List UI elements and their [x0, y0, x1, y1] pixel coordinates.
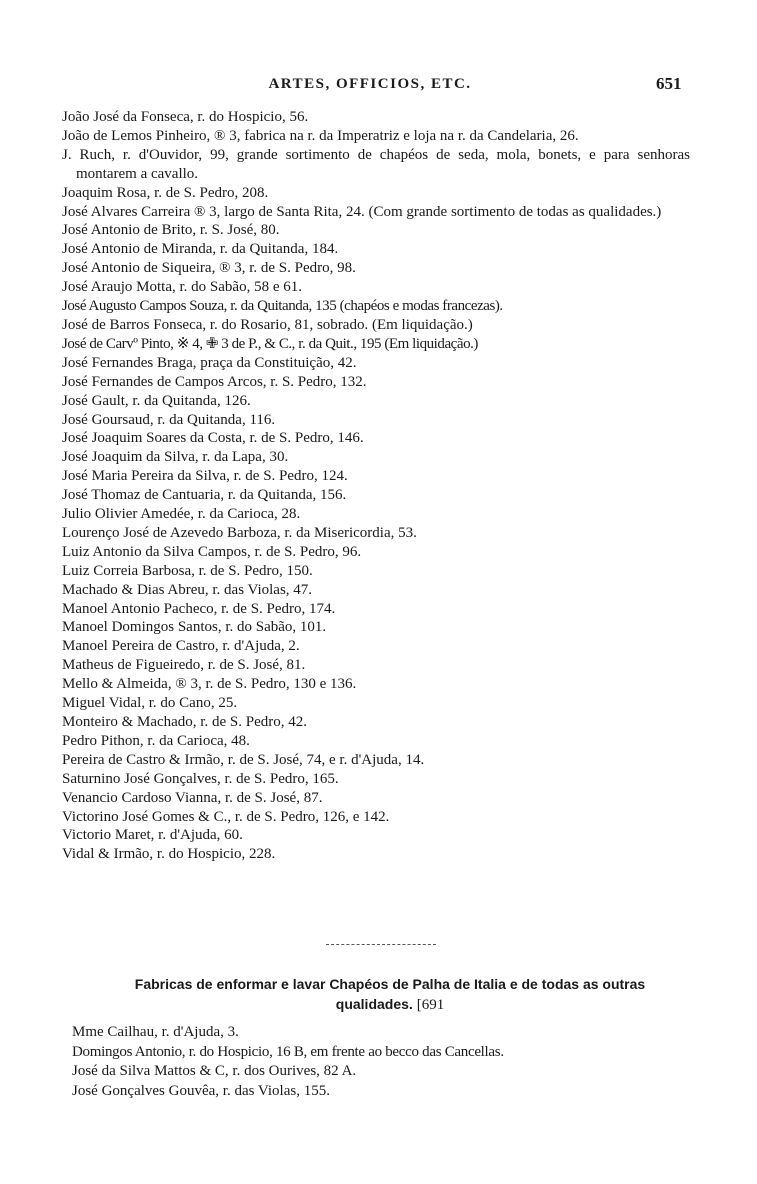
directory-entry: Lourenço José de Azevedo Barboza, r. da Misericordia, 53. — [62, 524, 417, 541]
directory-entry: José Fernandes Braga, praça da Constituição, 42. — [62, 354, 357, 371]
directory-entry: José Antonio de Miranda, r. da Quitanda, 184. — [62, 241, 339, 258]
directory-entry: José Antonio de Siqueira, ® 3, r. de S. Pedro, 98. — [62, 260, 356, 277]
directory-entry: Manoel Domingos Santos, r. do Sabão, 101. — [62, 619, 327, 636]
directory-entry: José Antonio de Brito, r. S. José, 80. — [62, 222, 280, 239]
directory-entry: Venancio Cardoso Vianna, r. de S. José, 87. — [62, 789, 323, 806]
directory-entry: Monteiro & Machado, r. de S. Pedro, 42. — [62, 714, 307, 730]
directory-entry: Luiz Antonio da Silva Campos, r. de S. Pedro, 96. — [62, 543, 362, 560]
section-reference: [691 — [416, 997, 445, 1013]
directory-entry: Matheus de Figueiredo, r. de S. José, 81. — [62, 657, 306, 674]
section-entry: José Gonçalves Gouvêa, r. das Violas, 155. — [72, 1082, 330, 1099]
directory-entry: José de Barros Fonseca, r. do Rosario, 81, sobrado. (Em liquidação.) — [62, 316, 473, 333]
directory-entry: José de Carvº Pinto, ※ 4, ✙ 3 de P., & C., r. da Quit., 195 (Em liquidação.) — [62, 335, 478, 352]
section-entry: José da Silva Mattos & C, r. dos Ourives, 82 A. — [72, 1063, 357, 1079]
directory-entry: Luiz Correia Barbosa, r. de S. Pedro, 150. — [62, 562, 313, 579]
directory-entry: José Goursaud, r. da Quitanda, 116. — [62, 411, 276, 428]
directory-entry: Machado & Dias Abreu, r. das Violas, 47. — [62, 581, 313, 598]
directory-entry: João José da Fonseca, r. do Hospicio, 56. — [62, 109, 309, 125]
directory-entry: Miguel Vidal, r. do Cano, 25. — [62, 695, 238, 712]
directory-entry: Vidal & Irmão, r. do Hospicio, 228. — [62, 846, 276, 863]
directory-entry: Pedro Pithon, r. da Carioca, 48. — [62, 732, 250, 749]
directory-entry: Saturnino José Gonçalves, r. de S. Pedro, 165. — [62, 770, 339, 787]
directory-entry: Joaquim Rosa, r. de S. Pedro, 208. — [62, 184, 269, 201]
directory-entry: José Araujo Motta, r. do Sabão, 58 e 61. — [62, 279, 302, 296]
section-entry: Domingos Antonio, r. do Hospicio, 16 B, em frente ao becco das Cancellas. — [72, 1043, 504, 1060]
directory-listing — [62, 108, 690, 864]
directory-entry: Victorio Maret, r. d'Ajuda, 60. — [62, 827, 243, 844]
directory-entry: José Alvares Carreira ® 3, largo de Santa Rita, 24. (Com grande sortimento de todas as qualidades.) — [62, 203, 662, 220]
directory-entry: Manoel Antonio Pacheco, r. de S. Pedro, 174. — [62, 600, 336, 617]
directory-entry: João de Lemos Pinheiro, ® 3, fabrica na r. da Imperatriz e loja na r. da Candelaria, 26. — [62, 127, 579, 144]
section-divider — [326, 944, 436, 945]
section-heading — [100, 974, 680, 1015]
directory-entry: Julio Olivier Amedée, r. da Carioca, 28. — [62, 506, 301, 523]
page-number: 651 — [656, 74, 682, 93]
section-heading-text: Fabricas de enformar e lavar Chapéos de Palha de Italia e de todas as outras qualidades. — [134, 976, 646, 1012]
running-title: ARTES, OFFICIOS, ETC. — [268, 76, 472, 92]
directory-entry: Mello & Almeida, ® 3, r. de S. Pedro, 130 e 136. — [62, 676, 357, 693]
section-entry: Mme Cailhau, r. d'Ajuda, 3. — [72, 1024, 239, 1040]
section-listing — [72, 1023, 692, 1101]
directory-entry: José Augusto Campos Souza, r. da Quitanda, 135 (chapéos e modas francezas). — [62, 298, 503, 315]
directory-entry: José Gault, r. da Quitanda, 126. — [62, 392, 251, 409]
directory-entry: Manoel Pereira de Castro, r. d'Ajuda, 2. — [62, 638, 300, 655]
directory-entry: José Joaquim Soares da Costa, r. de S. Pedro, 146. — [62, 430, 364, 447]
directory-entry: José Joaquim da Silva, r. da Lapa, 30. — [62, 449, 289, 466]
directory-entry: José Maria Pereira da Silva, r. de S. Pedro, 124. — [62, 468, 348, 485]
directory-entry: José Fernandes de Campos Arcos, r. S. Pedro, 132. — [62, 373, 367, 390]
directory-entry: J. Ruch, r. d'Ouvidor, 99, grande sortimento de chapéos de seda, mola, bonets, e para senhoras montarem a cavallo. — [62, 146, 690, 182]
directory-entry: Pereira de Castro & Irmão, r. de S. José, 74, e r. d'Ajuda, 14. — [62, 751, 425, 768]
directory-entry: Victorino José Gomes & C., r. de S. Pedro, 126, e 142. — [62, 808, 390, 825]
directory-entry: José Thomaz de Cantuaria, r. da Quitanda, 156. — [62, 487, 347, 504]
